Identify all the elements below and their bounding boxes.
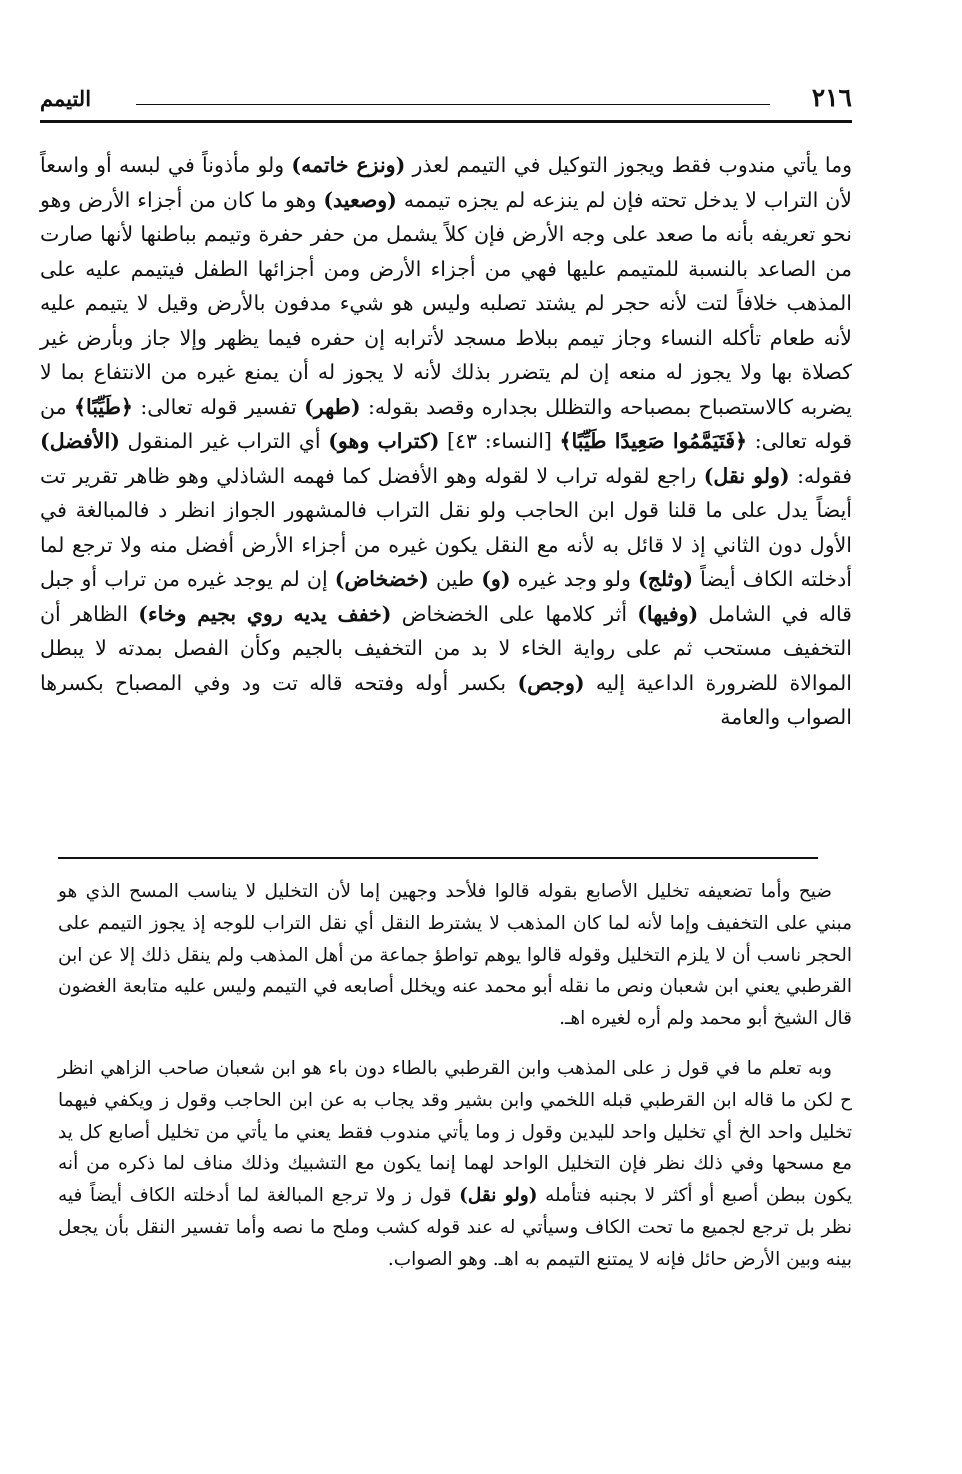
keyword: (ولو نقل) bbox=[703, 463, 790, 488]
header-title: التيمم bbox=[40, 86, 92, 111]
header-rule bbox=[136, 104, 770, 105]
footnotes bbox=[58, 876, 852, 1276]
quran-reference: [النساء: ٤٣] bbox=[439, 429, 560, 453]
header-underline bbox=[40, 120, 852, 123]
keyword: (وصعيد) bbox=[323, 187, 397, 212]
footnote-paragraph: ضيح وأما تضعيفه تخليل الأصابع بقوله قالوا فلأحد وجهين إما لأن التخليل لا يناسب المسح الذي هو مبني على التخفيف وإما لأنه لما كان المذهب لا يشترط النقل أي نقل التراب للوجه إذ يجوز التيمم على الحجر ناسب أن لا يلزم التخليل وقوله قالوا يوهم تواطؤ جماعة من أهل المذهب ولم ينقل ذلك إلا عن ابن القرطبي يعني ابن شعبان ونص ما نقله أبو محمد عنه ويخلل أصابعه في التيمم وليس عليه متابعة الغضون قال الشيخ أبو محمد ولم أره لغيره اهـ. bbox=[58, 881, 852, 1030]
keyword: (خفف يديه روي بجيم وخاء) bbox=[138, 601, 392, 626]
main-text bbox=[40, 148, 852, 735]
quran-quote: ﴿طَيِّبًا﴾ bbox=[73, 394, 133, 419]
keyword: (خضخاض) bbox=[334, 567, 429, 591]
keyword: (كتراب وهو) bbox=[328, 429, 440, 453]
keyword: (وفيها) bbox=[637, 601, 699, 626]
keyword: (ولو نقل) bbox=[459, 1185, 538, 1207]
keyword: (وجص) bbox=[517, 670, 585, 695]
page-number: ٢١٦ bbox=[811, 83, 852, 112]
keyword: (و) bbox=[481, 567, 511, 591]
keyword: (وثلج) bbox=[638, 567, 694, 591]
quran-quote: ﴿فَتَيَمَّمُوا صَعِيدًا طَيِّبًا﴾ bbox=[559, 429, 748, 453]
keyword: (طهر) bbox=[304, 394, 361, 419]
keyword: (ونزع خاتمه) bbox=[291, 153, 406, 177]
running-header bbox=[40, 84, 852, 124]
main-paragraph: وما يأتي مندوب فقط ويجوز التوكيل في التيمم لعذر (ونزع خاتمه) ولو مأذوناً في لبسه أو واسعاً لأن التراب لا يدخل تحته فإن لم ينزعه لم يجزه تيممه (وصعيد) وهو ما كان من أجزاء الأرض وهو نحو تعريفه بأنه ما صعد على وجه الأرض فإن كلاً يشمل من حفر حفرة وتيمم بباطنها لأنها صارت من الصاعد بالنسبة للمتيمم عليها فهي من أجزاء الأرض ومن أجزائها الطفل فيتيمم عليه على المذهب خلافاً لتت لأنه حجر لم يشتد تصلبه وليس هو شيء مدفون بالأرض وقيل لا يتيمم عليه لأنه طعام تأكله النساء وجاز تيمم ببلاط مسجد لأترابه إن حفره فيما يظهر وإلا جاز وبأرض غير كصلاة بها ولا يجوز له منعه إن لم يتضرر بذلك لأنه لا يجوز له أن يمنع غيره من الانتفاع بما لا يضربه كالاستصباح بمصباحه والتظلل بجداره وقصد بقوله: (طهر) تفسير قوله تعالى: ﴿طَيِّبًا﴾ من قوله تعالى: ﴿فَتَيَمَّمُوا صَعِيدًا طَيِّبًا﴾ [النساء: ٤٣] (كتراب وهو) أي التراب غير المنقول (الأفضل) فقوله: (ولو نقل) راجع لقوله تراب لا لقوله وهو الأفضل كما فهمه الشاذلي وهو ظاهر تقرير تت أيضاً يدل على ما قلنا قول ابن الحاجب ولو نقل التراب فالمشهور الجواز انظر د فالمبالغة في الأول دون الثاني إذ لا قائل به لأنه مع النقل يكون غيره من أجزاء الأرض أفضل منه ولا ترجع لما أدخلته الكاف أيضاً (وثلج) ولو وجد غيره (و) طين (خضخاض) إن لم يوجد غيره من تراب أو جبل قاله في الشامل (وفيها) أثر كلامها على الخضخاض (خفف يديه روي بجيم وخاء) الظاهر أن التخفيف مستحب ثم على رواية الخاء لا بد من التخفيف بالجيم وكأن الفصل بمدته لا يبطل الموالاة للضرورة الداعية إليه (وجص) بكسر أوله وفتحه قاله تت ود وفي المصباح بكسرها الصواب والعامة bbox=[40, 153, 853, 729]
keyword: (الأفضل) bbox=[40, 429, 120, 453]
footnote-separator bbox=[58, 857, 818, 859]
footnote-paragraph: وبه تعلم ما في قول ز على المذهب وابن القرطبي بالطاء دون باء هو ابن شعبان صاحب الزاهي انظر ح لكن ما قاله ابن القرطبي قبله اللخمي وابن بشير وقد يجاب به عن ابن الحاجب وقول ز ويكفي فيهما تخليل واحد الخ أي تخليل واحد لليدين وقول ز وما يأتي مندوب فقط يعني ما يأتي من تخليل أصابع كل يد مع مسحها وفي ذلك نظر فإن التخليل الواحد لهما إنما يكون مع التشبيك وذلك مناف لما ذكره من أنه يكون ببطن أصبع أو أكثر لا بجنبه فتأمله (ولو نقل) قول ز ولا ترجع المبالغة لما أدخلته الكاف أيضاً فيه نظر بل ترجع لجميع ما تحت الكاف وسيأتي له عند قوله كشب وملح ما نصه وأما تفسير النقل بأن يجعل بينه وبين الأرض حائل فإنه لا يمتنع التيمم به اهـ. وهو الصواب. bbox=[58, 1057, 853, 1270]
